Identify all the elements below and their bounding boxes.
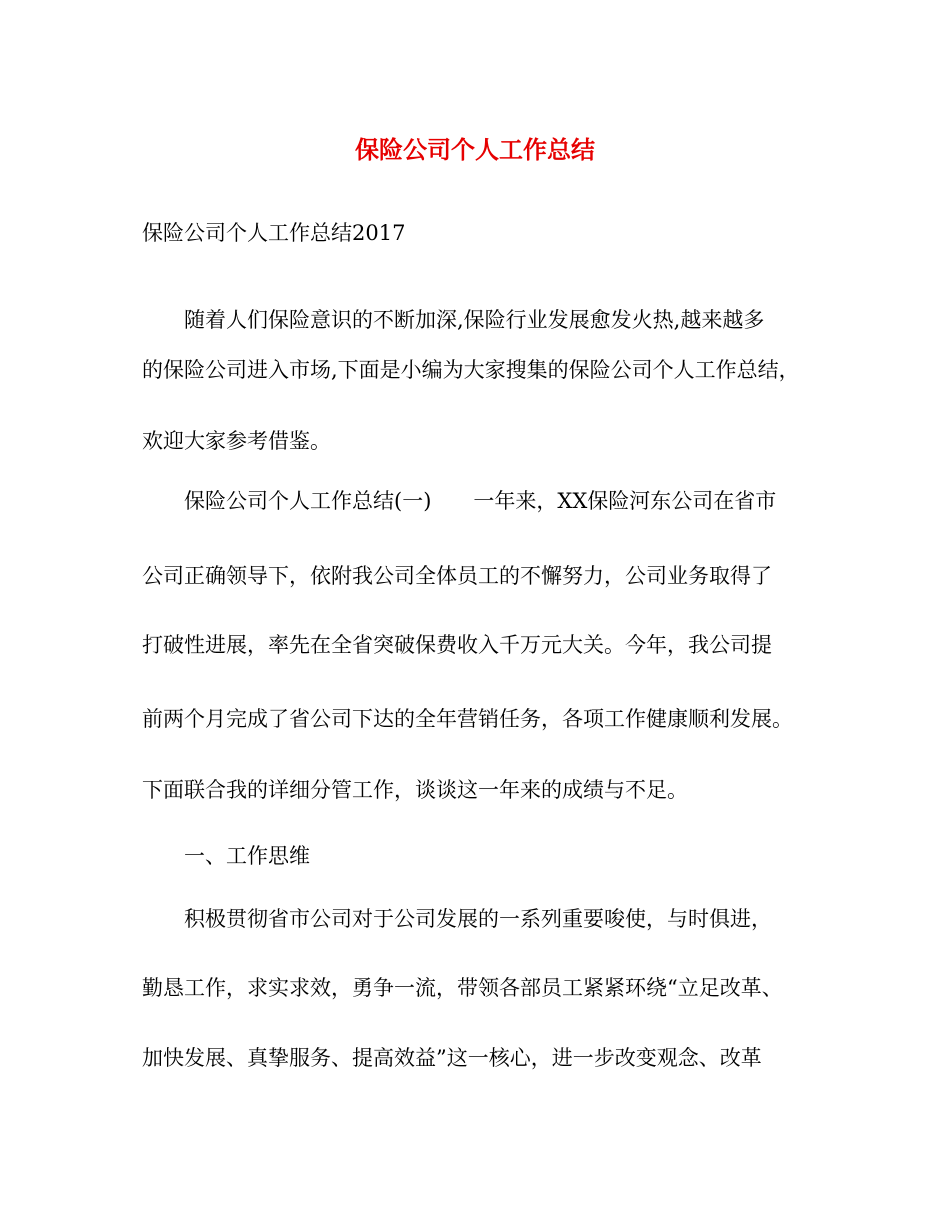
paragraph-line: 打破性进展，率先在全省突破保费收入千万元大关。今年，我公司提 (142, 633, 772, 657)
paragraph-line: 下面联合我的详细分管工作，谈谈这一年来的成绩与不足。 (142, 778, 688, 802)
paragraph-line: 积极贯彻省市公司对于公司发展的一系列重要唆使，与时俱进， (184, 907, 772, 931)
paragraph-line: 随着人们保险意识的不断加深,保险行业发展愈发火热,越来越多 (184, 308, 765, 332)
paragraph-line: 勤恳工作，求实求效，勇争一流，带领各部员工紧紧环绕“立足改革、 (142, 976, 783, 1000)
paragraph-line: 欢迎大家参考借鉴。 (142, 429, 331, 453)
paragraph-line: 的保险公司进入市场,下面是小编为大家搜集的保险公司个人工作总结， (142, 358, 800, 382)
subtitle-line: 保险公司个人工作总结2017 (142, 221, 406, 245)
paragraph-line: 前两个月完成了省公司下达的全年营销任务，各项工作健康顺利发展。 (142, 707, 793, 731)
paragraph-line: 保险公司个人工作总结(一) 一年来，XX保险河东公司在省市 (184, 489, 777, 513)
paragraph-line: 加快发展、真挚服务、提高效益”这一核心，进一步改变观念、改革 (142, 1046, 762, 1070)
section-heading: 一、工作思维 (184, 844, 310, 868)
document-title: 保险公司个人工作总结 (355, 135, 595, 164)
paragraph-line: 公司正确领导下，依附我公司全体员工的不懈努力，公司业务取得了 (142, 564, 772, 588)
